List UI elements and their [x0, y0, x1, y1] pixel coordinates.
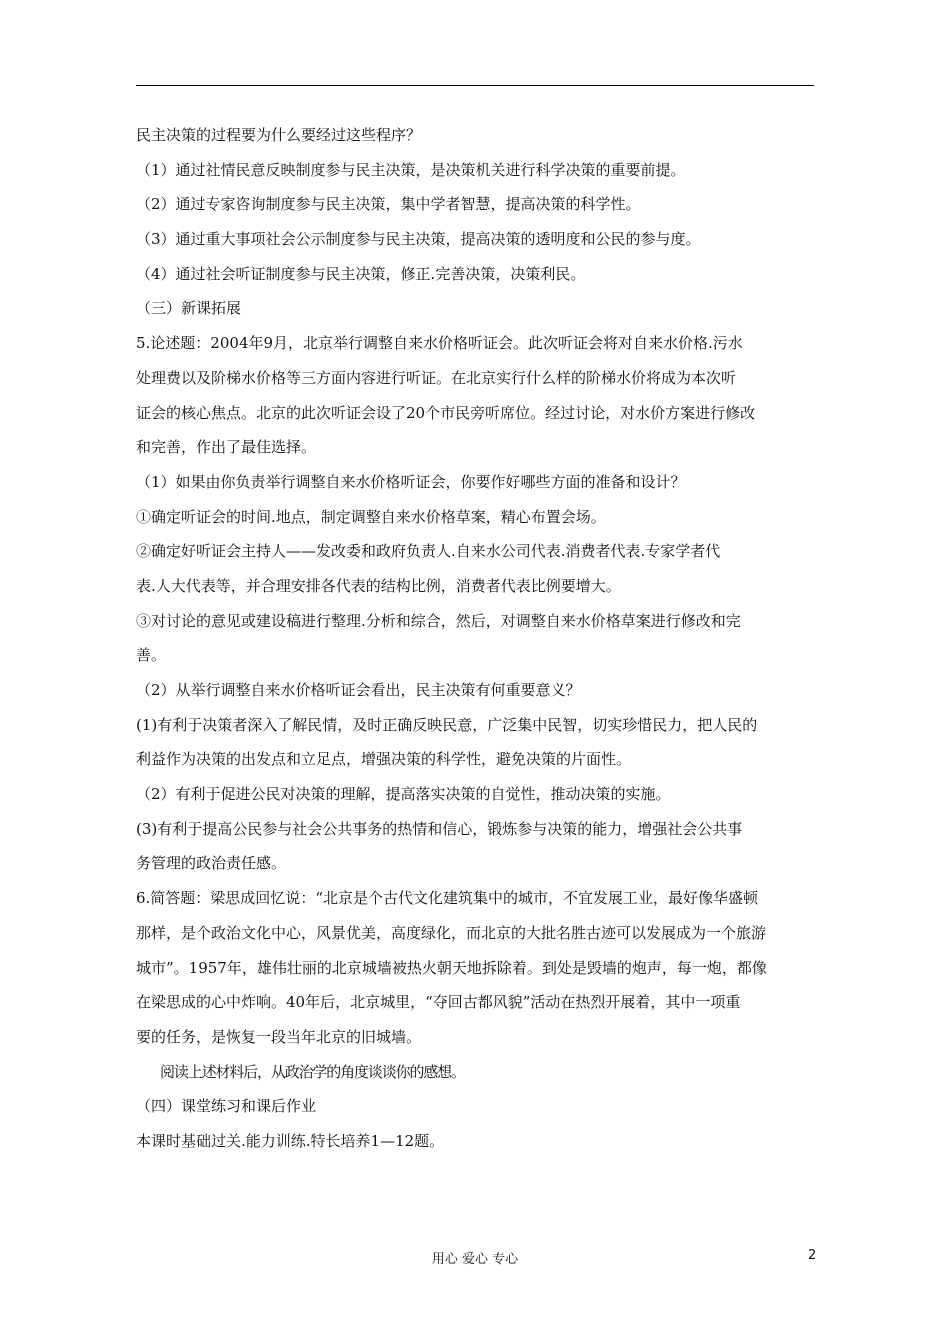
body-line: 那样，是个政治文化中心，风景优美，高度绿化，而北京的大批名胜古迹可以发展成为一个旅游	[136, 923, 767, 942]
header-rule	[136, 85, 814, 86]
body-line: ①确定听证会的时间.地点，制定调整自来水价格草案，精心布置会场。	[136, 507, 606, 526]
body-line: 证会的核心焦点。北京的此次听证会设了20个市民旁听席位。经过讨论，对水价方案进行修改	[136, 403, 756, 422]
document-body	[136, 118, 816, 1159]
body-line: ③对讨论的意见或建设稿进行整理.分析和综合，然后，对调整自来水价格草案进行修改和完	[136, 611, 741, 630]
body-line: 表.人大代表等，并合理安排各代表的结构比例，消费者代表比例要增大。	[136, 576, 621, 595]
body-line: （1）如果由你负责举行调整自来水价格听证会，你要作好哪些方面的准备和设计？	[136, 472, 686, 491]
body-line: 6.简答题：梁思成回忆说：“北京是个古代文化建筑集中的城市，不宜发展工业，最好像华盛顿	[136, 889, 758, 908]
body-line: 城市”。1957年，雄伟壮丽的北京城墙被热火朝天地拆除着。到处是毁墙的炮声，每一炮，都像	[136, 958, 767, 977]
body-line: 和完善，作出了最佳选择。	[136, 438, 317, 457]
body-line: 利益作为决策的出发点和立足点，增强决策的科学性，避免决策的片面性。	[136, 750, 632, 769]
section-heading: （三）新课拓展	[136, 299, 242, 318]
body-line: 在梁思成的心中炸响。40年后，北京城里，“夺回古都风貌”活动在热烈开展着，其中一项重	[136, 993, 741, 1012]
body-line: 处理费以及阶梯水价格等三方面内容进行听证。在北京实行什么样的阶梯水价将成为本次听	[136, 368, 737, 387]
body-line: （2）有利于促进公民对决策的理解，提高落实决策的自觉性，推动决策的实施。	[136, 785, 671, 804]
section-heading: （四）课堂练习和课后作业	[136, 1097, 317, 1116]
body-line: (1)有利于决策者深入了解民情，及时正确反映民意，广泛集中民智，切实珍惜民力，把人民的	[136, 715, 758, 734]
body-line: 善。	[136, 646, 167, 665]
body-line: ②确定好听证会主持人——发改委和政府负责人.自来水公司代表.消费者代表.专家学者代	[136, 542, 721, 561]
body-line: （3）通过重大事项社会公示制度参与民主决策，提高决策的透明度和公民的参与度。	[136, 230, 701, 249]
body-line: （2）从举行调整自来水价格听证会看出，民主决策有何重要意义？	[136, 681, 581, 699]
body-line: 阅读上述材料后，从政治学的角度谈谈你的感想。	[160, 1062, 465, 1081]
body-line: 民主决策的过程要为什么要经过这些程序？	[136, 126, 422, 144]
body-line: (3)有利于提高公民参与社会公共事务的热情和信心，锻炼参与决策的能力，增强社会公共事	[136, 819, 743, 838]
body-line: 务管理的政治责任感。	[136, 854, 287, 873]
body-line: （1）通过社情民意反映制度参与民主决策，是决策机关进行科学决策的重要前提。	[136, 160, 686, 179]
body-line: （2）通过专家咨询制度参与民主决策，集中学者智慧，提高决策的科学性。	[136, 195, 641, 214]
body-line: 5.论述题：2004年9月，北京举行调整自来水价格听证会。此次听证会将对自来水价格.污水	[136, 334, 743, 353]
body-line: 本课时基础过关.能力训练.特长培养1—12题。	[136, 1131, 445, 1150]
body-line: （4）通过社会听证制度参与民主决策，修正.完善决策，决策利民。	[136, 264, 586, 283]
page-number: 2	[808, 1248, 817, 1263]
body-line: 要的任务，是恢复一段当年北京的旧城墙。	[136, 1027, 422, 1046]
footer-slogan: 用心 爱心 专心	[431, 1252, 519, 1267]
